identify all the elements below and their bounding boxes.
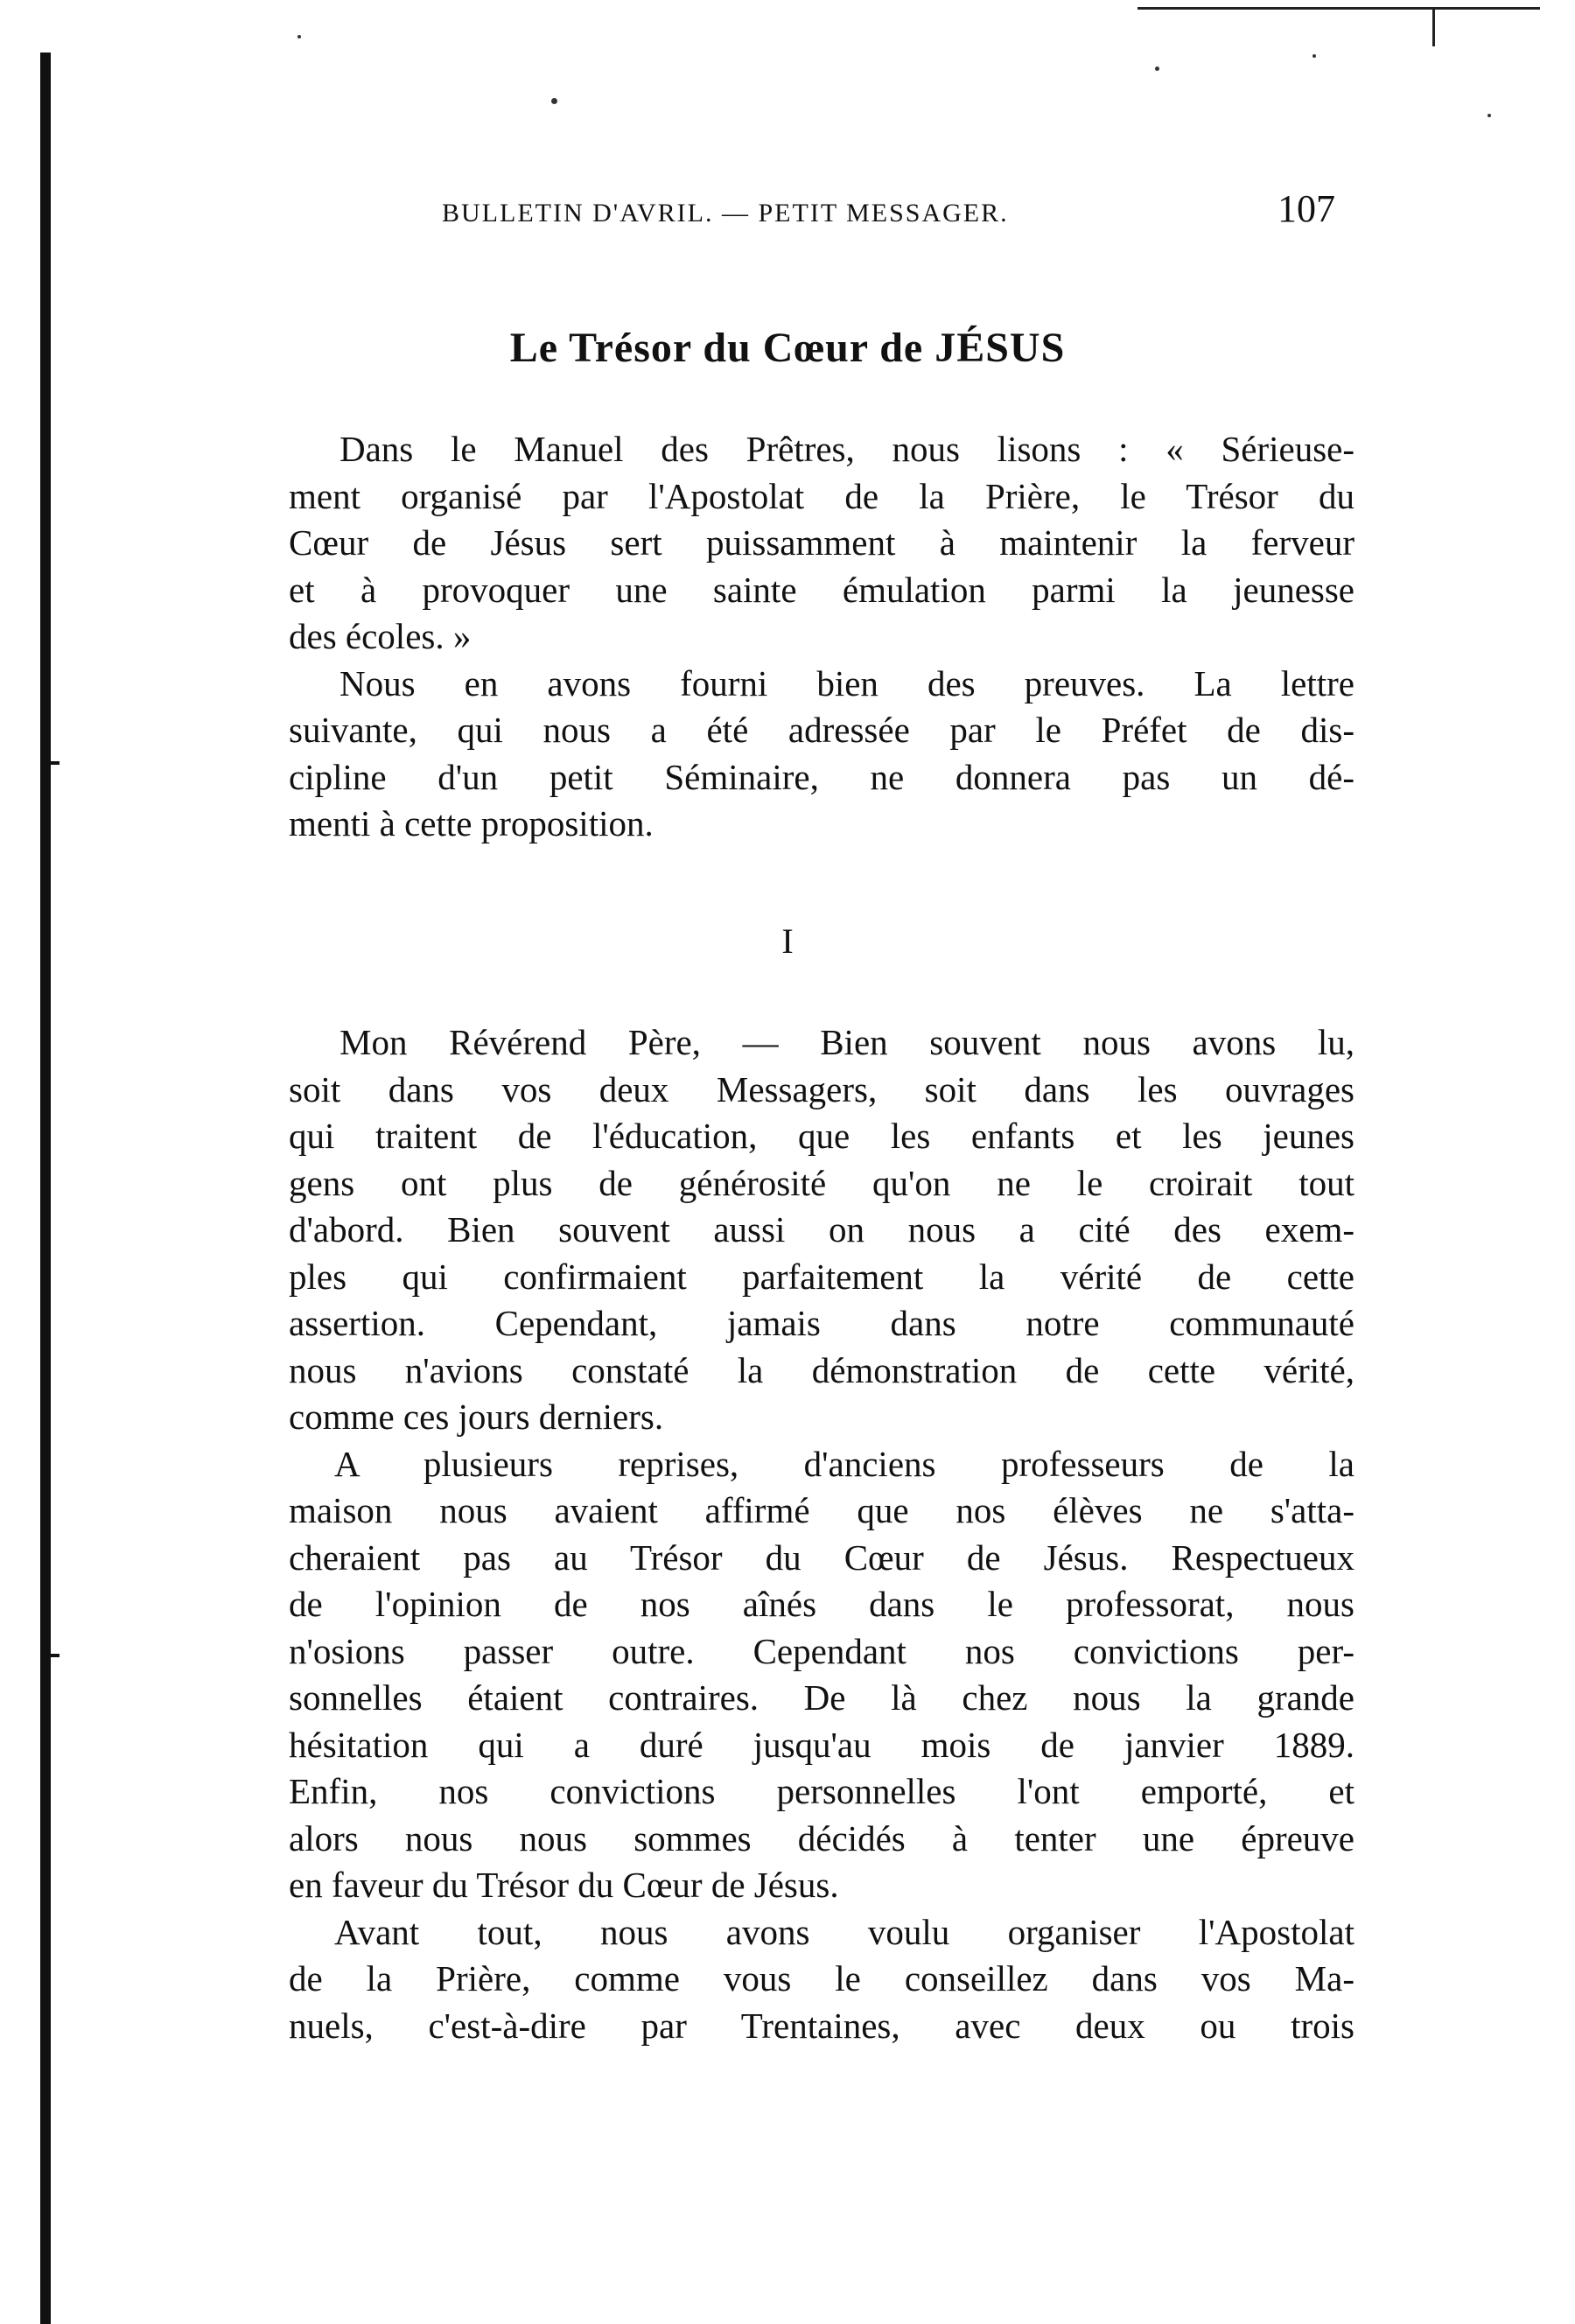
top-rule-stub: [1432, 7, 1435, 46]
text-line: d'abord. Bien souvent aussi on nous a cité des exem-: [289, 1209, 1354, 1250]
text-line: maison nous avaient affirmé que nos élèves ne s'atta-: [289, 1490, 1354, 1530]
article-title: Le Trésor du Cœur de JÉSUS: [509, 325, 1066, 371]
text-line: menti à cette proposition.: [289, 803, 654, 844]
text-line: des écoles. »: [289, 616, 472, 656]
scan-speck: [1312, 54, 1316, 58]
text-line: A plusieurs reprises, d'anciens professeurs de la: [334, 1443, 1354, 1484]
text-line: nuels, c'est-à-dire par Trentaines, avec deux ou trois: [289, 2005, 1354, 2046]
text-line: assertion. Cependant, jamais dans notre communauté: [289, 1303, 1354, 1343]
text-line: et à provoquer une sainte émulation parmi la jeunesse: [289, 569, 1354, 610]
text-line: Enfin, nos convictions personnelles l'ont emporté, et: [289, 1771, 1354, 1811]
text-line: Avant tout, nous avons voulu organiser l'Apostolat: [334, 1911, 1354, 1952]
running-header: [0, 179, 1575, 232]
text-line: alors nous nous sommes décidés à tenter une épreuve: [289, 1817, 1354, 1858]
text-line: n'osions passer outre. Cependant nos convictions per-: [289, 1630, 1354, 1671]
page-edge: [40, 52, 51, 2324]
text-line: sonnelles étaient contraires. De là chez nous la grande: [289, 1677, 1354, 1718]
text-line: ples qui confirmaient parfaitement la vérité de cette: [289, 1256, 1354, 1297]
text-line: Nous en avons fourni bien des preuves. La lettre: [340, 662, 1354, 704]
top-rule: [1138, 7, 1540, 10]
text-line: cipline d'un petit Séminaire, ne donnera pas un dé-: [289, 756, 1354, 797]
scan-speck: [551, 98, 557, 104]
text-line: qui traitent de l'éducation, que les enfants et les jeunes: [289, 1116, 1354, 1156]
scan-speck: [298, 35, 301, 38]
text-line: cheraient pas au Trésor du Cœur de Jésus. Respectueux: [289, 1536, 1354, 1578]
text-line: ment organisé par l'Apostolat de la Prière, le Trésor du: [289, 475, 1354, 516]
text-line: soit dans vos deux Messagers, soit dans les ouvrages: [289, 1068, 1354, 1110]
text-line: en faveur du Trésor du Cœur de Jésus.: [289, 1865, 839, 1905]
scan-speck: [1155, 66, 1159, 71]
text-line: comme ces jours derniers.: [289, 1396, 664, 1437]
text-line: de l'opinion de nos aînés dans le professorat, nous: [289, 1584, 1354, 1624]
scan-speck: [1488, 114, 1491, 117]
section-numeral: I: [781, 921, 794, 961]
text-line: gens ont plus de générosité qu'on ne le croirait tout: [289, 1162, 1354, 1203]
text-line: Dans le Manuel des Prêtres, nous lisons : « Sérieuse-: [340, 429, 1354, 469]
text-line: Mon Révérend Père, — Bien souvent nous avons lu,: [340, 1022, 1354, 1062]
text-line: suivante, qui nous a été adressée par le Préfet de dis-: [289, 710, 1354, 750]
intro-paragraphs: [289, 426, 1354, 848]
text-line: nous n'avions constaté la démonstration de cette vérité,: [289, 1349, 1354, 1390]
journal-title: BULLETIN D'AVRIL. — PETIT MESSAGER.: [442, 199, 1009, 228]
page-edge-mark: [51, 761, 60, 765]
text-line: hésitation qui a duré jusqu'au mois de janvier 1889.: [289, 1724, 1354, 1765]
text-line: Cœur de Jésus sert puissamment à maintenir la ferveur: [289, 522, 1354, 563]
text-line: de la Prière, comme vous le conseillez dans vos Ma-: [289, 1958, 1354, 1998]
page-number: 107: [1278, 187, 1335, 230]
letter-body: [289, 1019, 1354, 2049]
page-edge-mark: [51, 1654, 60, 1657]
